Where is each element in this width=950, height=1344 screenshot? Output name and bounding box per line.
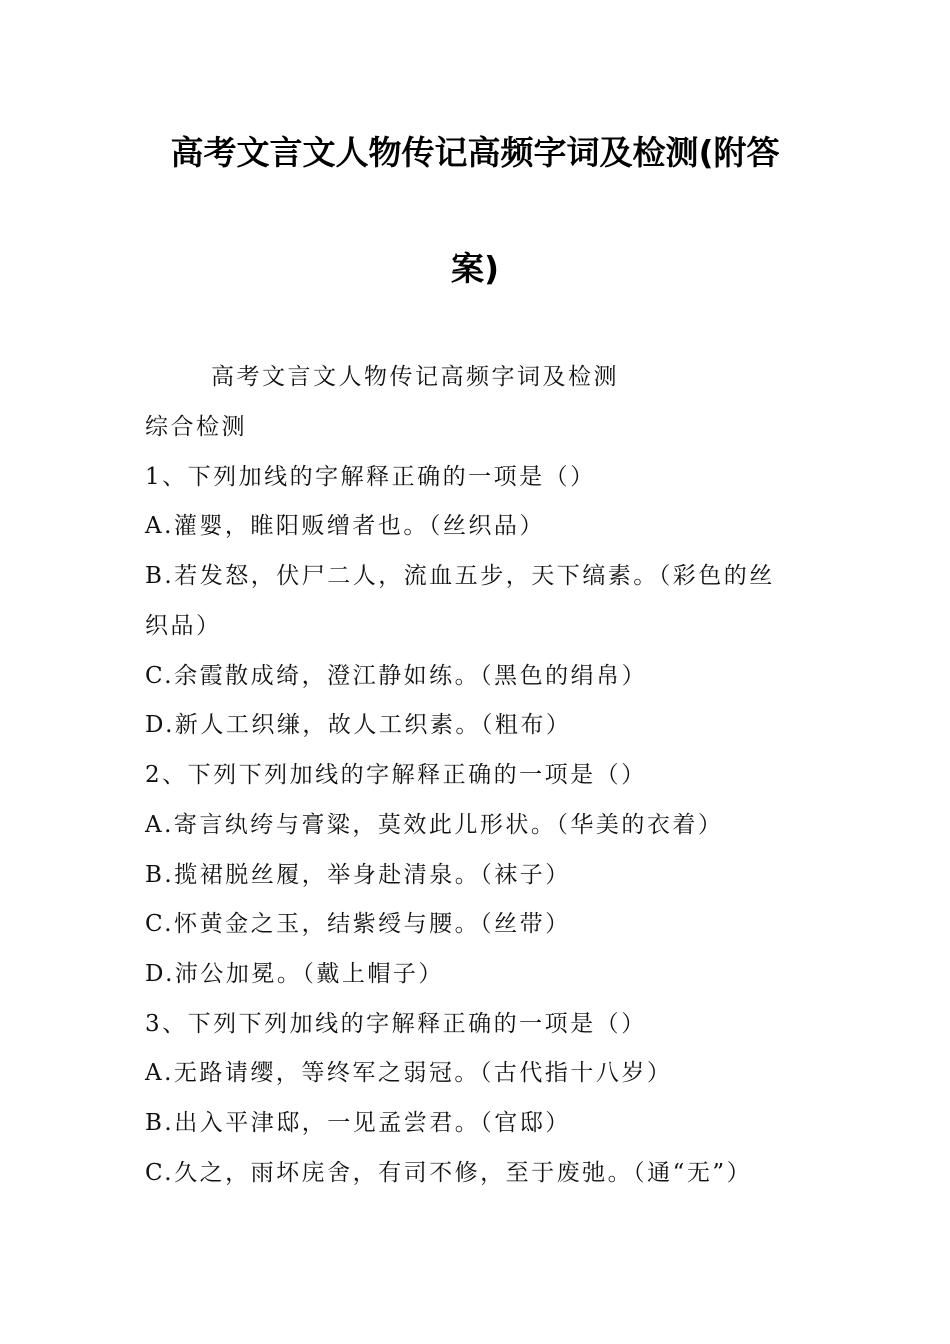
document-subtitle: 高考文言文人物传记高频字词及检测 (211, 364, 619, 390)
section-heading: 综合检测 (145, 414, 247, 440)
question-1-option-c: C.余霞散成绮，澄江静如练。（黑色的绢帛） (145, 663, 648, 689)
document-title-line-1: 高考文言文人物传记高频字词及检测(附答 (170, 133, 780, 172)
question-2-option-d: D.沛公加冕。（戴上帽子） (145, 961, 444, 987)
question-1-stem: 1、下列加线的字解释正确的一项是（） (145, 464, 596, 490)
question-2-option-c: C.怀黄金之玉，结紫绶与腰。（丝带） (145, 911, 571, 937)
question-1-option-a: A.灌婴，睢阳贩缯者也。（丝织品） (145, 513, 545, 539)
question-3-option-a: A.无路请缨，等终军之弱冠。（古代指十八岁） (145, 1060, 673, 1086)
question-2-stem: 2、下列下列加线的字解释正确的一项是（） (145, 762, 647, 788)
question-1-option-b-continued: 织品） (145, 613, 222, 639)
document-title-line-2: 案) (450, 249, 500, 288)
question-3-option-c: C.久之，雨坏庑舍，有司不修，至于废弛。（通“无”） (145, 1160, 753, 1186)
question-2-option-a: A.寄言纨绔与膏粱，莫效此儿形状。（华美的衣着） (145, 812, 724, 838)
question-3-option-b: B.出入平津邸，一见孟尝君。（官邸） (145, 1110, 571, 1136)
question-1-option-b: B.若发怒，伏尸二人，流血五步，天下缟素。（彩色的丝 (145, 563, 775, 589)
question-2-option-b: B.揽裙脱丝履，举身赴清泉。（袜子） (145, 862, 571, 888)
question-1-option-d: D.新人工织缣，故人工织素。（粗布） (145, 712, 572, 738)
question-3-stem: 3、下列下列加线的字解释正确的一项是（） (145, 1011, 647, 1037)
